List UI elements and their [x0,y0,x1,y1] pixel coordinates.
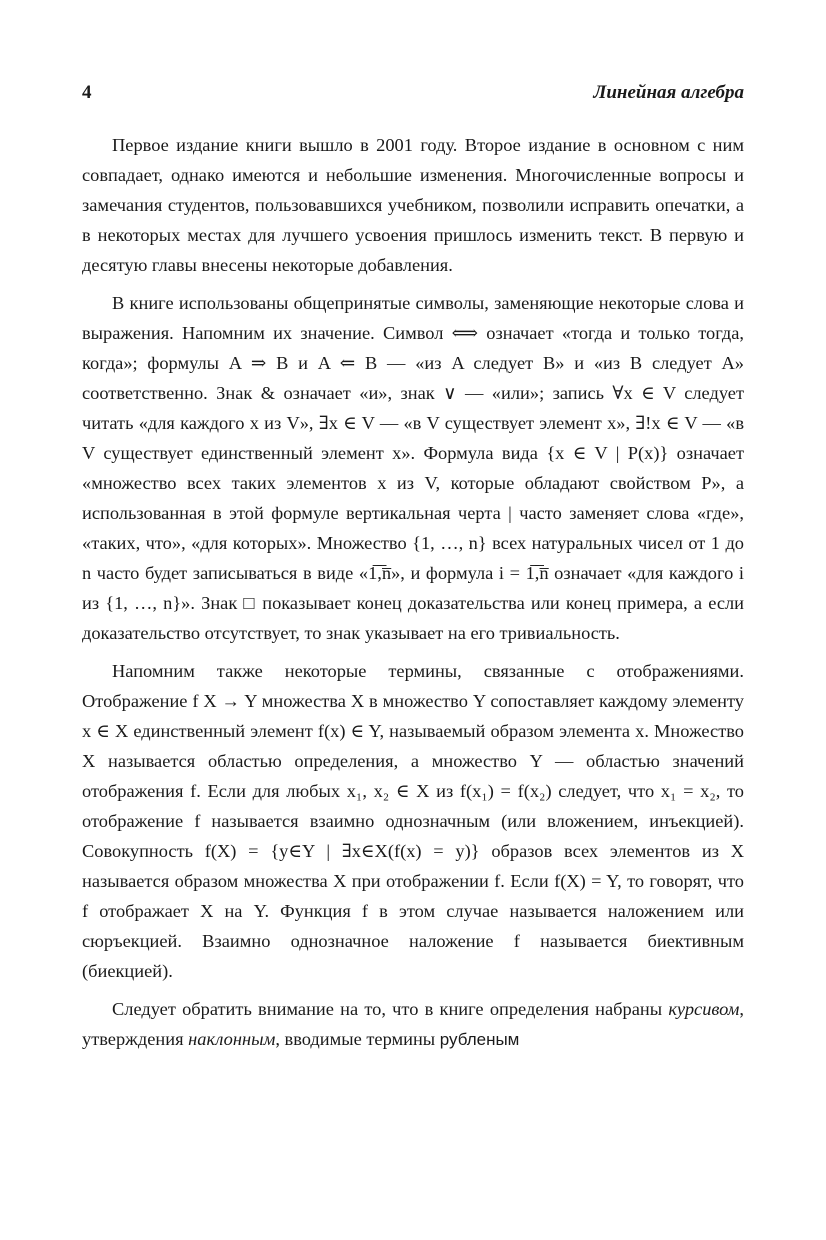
page-number: 4 [82,82,92,103]
running-title: Линейная алгебра [593,82,744,103]
paragraph-1: Первое издание книги вышло в 2001 году. Второе издание в основном с ним совпадает, однако имеются и небольшие изменения. Многочисленные вопросы и замечания студентов, пользовавшихся учебником, позволили исправить опечатки, а в некоторых местах для лучшего усвоения пришлось изменить текст. В первую и десятую главы внесены некоторые добавления. [82,135,744,275]
paragraph-4 [82,994,744,1055]
paragraph-4-text-after: , вводимые термины [275,1029,440,1049]
paragraph-3: Напомним также некоторые термины, связанные с отображениями. Отображение f X → Y множества X в множество Y сопоставляет каждому элементу x ∈ X единственный элемент f(x) ∈ Y, называемый образом элемента x. Множество X называется областью определения, а множество Y — областью значений отображения f. Если для любых x₁, x₂ ∈ X из f(x₁) = f(x₂) следует, что x₁ = x₂, то отображение f называется взаимно однозначным (или вложением, инъекцией). Совокупность f(X) = {y∈Y | ∃x∈X(f(x) = y)} образов всех элементов из X называется образом множества X при отображении f. Если f(X) = Y, то говорят, что f отображает X на Y. Функция f в этом случае называется наложением или сюръекцией. Взаимно однозначное наложение f называется биективным (биекцией). [82,661,744,981]
sans-term: рубленым [439,1030,520,1049]
slanted-term: наклонным [188,1029,276,1049]
italic-term: курсивом [668,999,740,1019]
page-body [82,130,744,1063]
paragraph-4-text-before: Следует обратить внимание на то, что в книге определения набраны [112,999,669,1019]
page-header [82,82,744,112]
paragraph-2: В книге использованы общепринятые символы, заменяющие некоторые слова и выражения. Напомним их значение. Символ ⟺ означает «тогда и только тогда, когда»; формулы A ⇒ B и A ⇐ B — «из A следует B» и «из B следует A» соответственно. Знак & означает «и», знак ∨ — «или»; запись ∀x ∈ V следует читать «для каждого x из V», ∃x ∈ V — «в V существует элемент x», ∃!x ∈ V — «в V существует единственный элемент x». Формула вида {x ∈ V | P(x)} означает «множество всех таких элементов x из V, которые обладают свойством P», а использованная в этой формуле вертикальная черта | часто заменяет слова «где», «таких, что», «для которых». Множество {1, …, n} всех натуральных чисел от 1 до n часто будет записываться в виде «1̅,̅n̅», и формула i = 1̅,̅n̅ означает «для каждого i из {1, …, n}». Знак □ показывает конец доказательства или конец примера, а если доказательство отсутствует, то знак указывает на его тривиальность. [82,293,744,643]
paragraph-4-text-middle: , утверждения [82,999,744,1049]
